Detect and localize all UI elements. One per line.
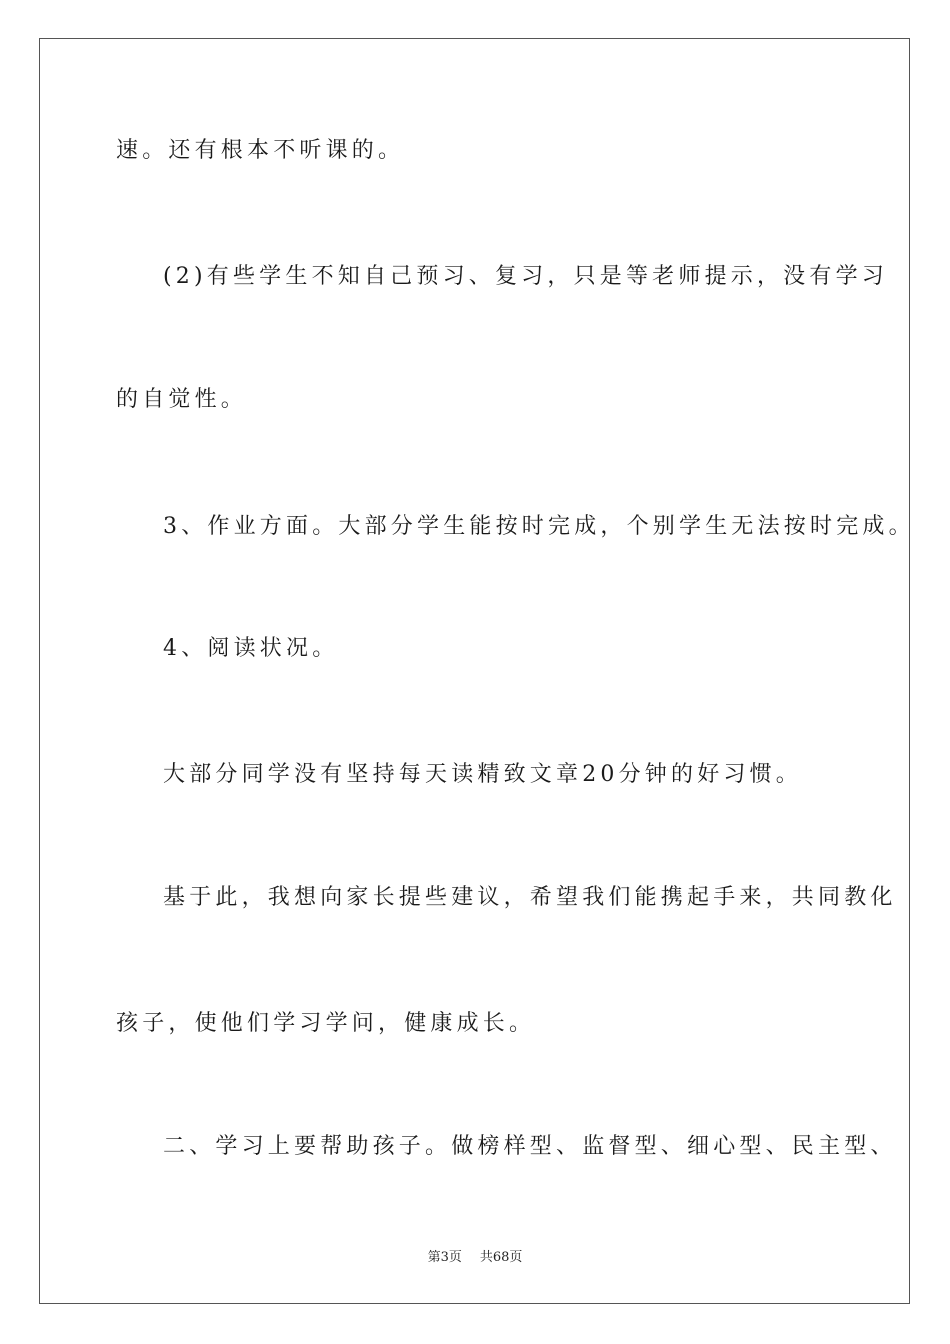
body-text-line: (2)有些学生不知自己预习、复习，只是等老师提示，没有学习 [163,264,888,289]
body-text-line: 二、学习上要帮助孩子。做榜样型、监督型、细心型、民主型、 [163,1134,897,1159]
body-text-line: 3、作业方面。大部分学生能按时完成，个别学生无法按时完成。 [163,514,915,539]
body-text-line: 速。还有根本不听课的。 [116,138,405,163]
body-text-line: 4、阅读状况。 [163,636,339,661]
page-frame [39,38,910,1304]
page-number-current: 第3页 [427,1250,462,1265]
body-text-line: 基于此，我想向家长提些建议，希望我们能携起手来，共同教化 [163,885,897,910]
body-text-line: 的自觉性。 [116,387,248,412]
body-text-line: 大部分同学没有坚持每天读精致文章20分钟的好习惯。 [163,762,802,787]
page-number-total: 共68页 [479,1250,523,1265]
page-footer [0,1246,950,1265]
body-text-line: 孩子，使他们学习学问，健康成长。 [116,1011,536,1036]
